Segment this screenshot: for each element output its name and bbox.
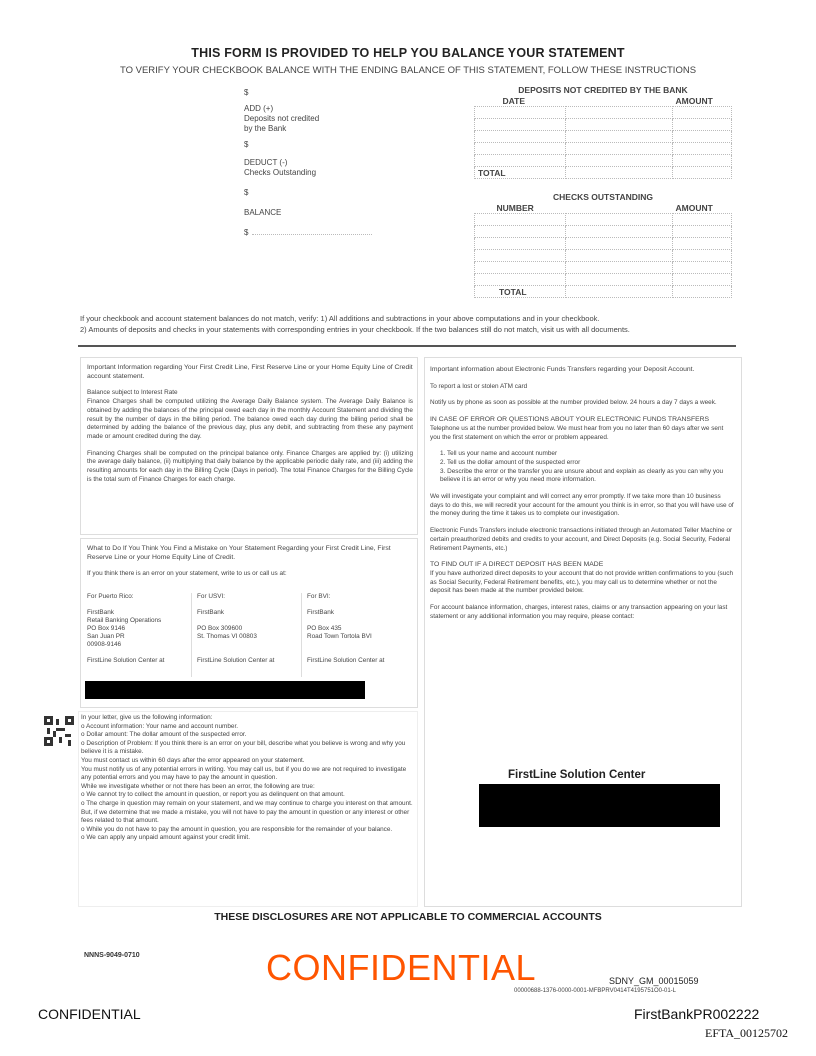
address-bvi: For BVI: FirstBank PO Box 435 Road Town Tortola BVI FirstLine Solution Center at <box>307 593 385 664</box>
mailing-addresses <box>87 593 413 677</box>
address-usvi: For USVI: FirstBank PO Box 309600 St. Thomas VI 00803 FirstLine Solution Center at <box>197 593 302 677</box>
mistake-heading: What to Do If You Think You Find a Mistake on Your Statement Regarding your First Credit Line, First Reserve Line or your Home Equity Line of Credit. <box>87 545 391 561</box>
commercial-disclaimer: THESE DISCLOSURES ARE NOT APPLICABLE TO COMMERCIAL ACCOUNTS <box>214 911 602 923</box>
by-the-bank-label: by the Bank <box>244 124 287 133</box>
dollar-line-4: $ <box>244 228 372 237</box>
mistake-box <box>80 538 418 708</box>
form-code: NNNS-9049-0710 <box>84 952 140 959</box>
form-title: THIS FORM IS PROVIDED TO HELP YOU BALANCE YOUR STATEMENT <box>191 46 625 60</box>
mistake-intro: If you think there is an error on your statement, write to us or call us at: <box>87 570 287 578</box>
verify-note-line-1: If your checkbook and account statement balances do not match, verify: 1) All additions and subtractions in your above computations and in your checkbook. <box>80 314 600 323</box>
credit-info-para-2: Financing Charges shall be computed on the principal balance only. Finance Charges are applied by: (i) utilizing the average daily balance, (ii) multiplying that daily balance by the applicable periodic daily rate, and (iii) adding the resulting amounts for each day in the Billing Cycle (Days in period). The total Finance Charges for the Billing Cycle is the total sum of Finance Charges for each charge. <box>87 449 413 483</box>
deposits-table-title: DEPOSITS NOT CREDITED BY THE BANK <box>518 84 688 95</box>
confidential-stamp: CONFIDENTIAL <box>266 947 537 988</box>
deposits-total-label: TOTAL <box>475 167 566 179</box>
checks-total-label: TOTAL <box>475 286 566 298</box>
efta-number: EFTA_00125702 <box>705 1026 789 1040</box>
verify-note <box>80 313 780 335</box>
dollar-line-3: $ <box>244 188 249 197</box>
credit-info-subheading: Balance subject to Interest Rate <box>87 389 178 397</box>
deposits-col-amount: AMOUNT <box>675 95 713 106</box>
redaction-bar <box>85 681 365 699</box>
checks-outstanding-table <box>474 191 732 298</box>
confidential-footer: CONFIDENTIAL <box>38 1006 141 1022</box>
dollar-line-1: $ <box>244 88 249 97</box>
qr-code-icon <box>44 716 74 746</box>
eft-info-box: Important information about Electronic Funds Transfers regarding your Deposit Account. To report a lost or stolen ATM card Notify us by phone as soon as possible at the number provided below. 24 hours a day 7 days a week. IN CASE OF ERROR OR QUESTIONS ABOUT YOUR ELECTRONIC FUNDS TRANSFERS Telephone us at the number provided below. We must hear from you no later than 60 days after we sent you the first statement on which the error or problem appeared. 1. Tell us your name and account number 2. Tell us the dollar amount of the suspected error 3. Describe the error or the transfer you are unsure about and explain as clearly as you can why you believe it is an error or why you need more information. We will investigate your complaint and will correct any error promptly. If we take more than 10 business days to do this, we will recredit your account for the amount you think is in error, so that you will have use of the money during the time it takes us to complete our investigation. Electronic Funds Transfers include electronic transactions initiated through an Automated Teller Machine or certain preauthorized debits and credits to your account, and Direct Deposits (e.g. Social Security, Federal Retirement Payments, etc.) TO FIND OUT IF A DIRECT DEPOSIT HAS BEEN MADE If you have authorized direct deposits to your account that do not provide written confirmations to you (such as Social Security, Federal Retirement benefits, etc.), you may call us to determine whether or not the deposit has been made at the number provided below. For account balance information, charges, interest rates, claims or any transaction appearing on your last statement or any additional information you may require, please contact: <box>424 357 742 907</box>
document-id: 00000688-1376-0000-0001-MFBPRV0414T4195751O0-01-L <box>514 988 677 994</box>
balance-blank-line <box>252 234 372 235</box>
section-divider <box>78 345 736 347</box>
credit-info-para-1: Finance Charges shall be computed utilizing the Average Daily Balance system. The Average Daily Balance is obtained by adding the balances of the principal owed each day in the monthly Account Statement and dividing the result by the number of days in the billing period. The balance owed each day during the billing period shall be determined by adding the balance of the previous day, plus any debit, and subtracting from these any payment made or amount credited during the day. <box>87 398 413 440</box>
eft-heading: Important information about Electronic Funds Transfers regarding your Deposit Account. <box>430 366 695 373</box>
credit-info-heading: Important Information regarding Your First Credit Line, First Reserve Line or your Home Equity Line of Credit account statement. <box>87 364 413 380</box>
add-label: ADD (+) <box>244 104 274 113</box>
deposits-table <box>474 84 732 179</box>
sdny-number: SDNY_GM_00015059 <box>609 976 699 986</box>
firstline-center-label: FirstLine Solution Center <box>508 769 646 781</box>
deduct-label: DEDUCT (-) <box>244 158 288 167</box>
letter-info-box: In your letter, give us the following information: o Account information: Your name and account number. o Dollar amount: The dollar amount of the suspected error. o Description of Problem: If you think there is an error on your bill, describe what you believe is wrong and why you believe it is a mistake. You must contact us within 60 days after the error appeared on your statement. You must notify us of any potential errors in writing. You may call us, but if you do we are not required to investigate any potential errors and you may have to pay the amount in question. While we investigate whether or not there has been an error, the following are true: o We cannot try to collect the amount in question, or report you as delinquent on that amount. o The charge in question may remain on your statement, and we may continue to charge you interest on that amount. But, if we determine that we made a mistake, you will not have to pay the amount in question or any interest or other fees related to that amount. o While you do not have to pay the amount in question, you are responsible for the remainder of your balance. o We can apply any unpaid amount against your credit limit. <box>78 711 418 907</box>
redaction-box <box>479 784 720 827</box>
deposits-col-date: DATE <box>502 95 526 106</box>
dollar-line-2: $ <box>244 140 249 149</box>
checks-table-title: CHECKS OUTSTANDING <box>553 191 653 202</box>
checks-col-number: NUMBER <box>496 202 534 213</box>
bates-number: FirstBankPR002222 <box>634 1006 760 1022</box>
checks-outstanding-label: Checks Outstanding <box>244 168 317 177</box>
checks-col-amount: AMOUNT <box>675 202 713 213</box>
address-puerto-rico: For Puerto Rico: FirstBank Retail Banking Operations PO Box 9146 San Juan PR 00908-9146 FirstLine Solution Center at <box>87 593 192 677</box>
balance-label: BALANCE <box>244 208 282 217</box>
credit-info-box <box>80 357 418 535</box>
deposits-not-credited-label: Deposits not credited <box>244 114 320 123</box>
form-subtitle: TO VERIFY YOUR CHECKBOOK BALANCE WITH THE ENDING BALANCE OF THIS STATEMENT, FOLLOW THESE INSTRUCTIONS <box>119 65 697 76</box>
verify-note-line-2: 2) Amounts of deposits and checks in your statements with corresponding entries in your checkbook. If the two balances still do not match, visit us with all documents. <box>80 325 630 334</box>
